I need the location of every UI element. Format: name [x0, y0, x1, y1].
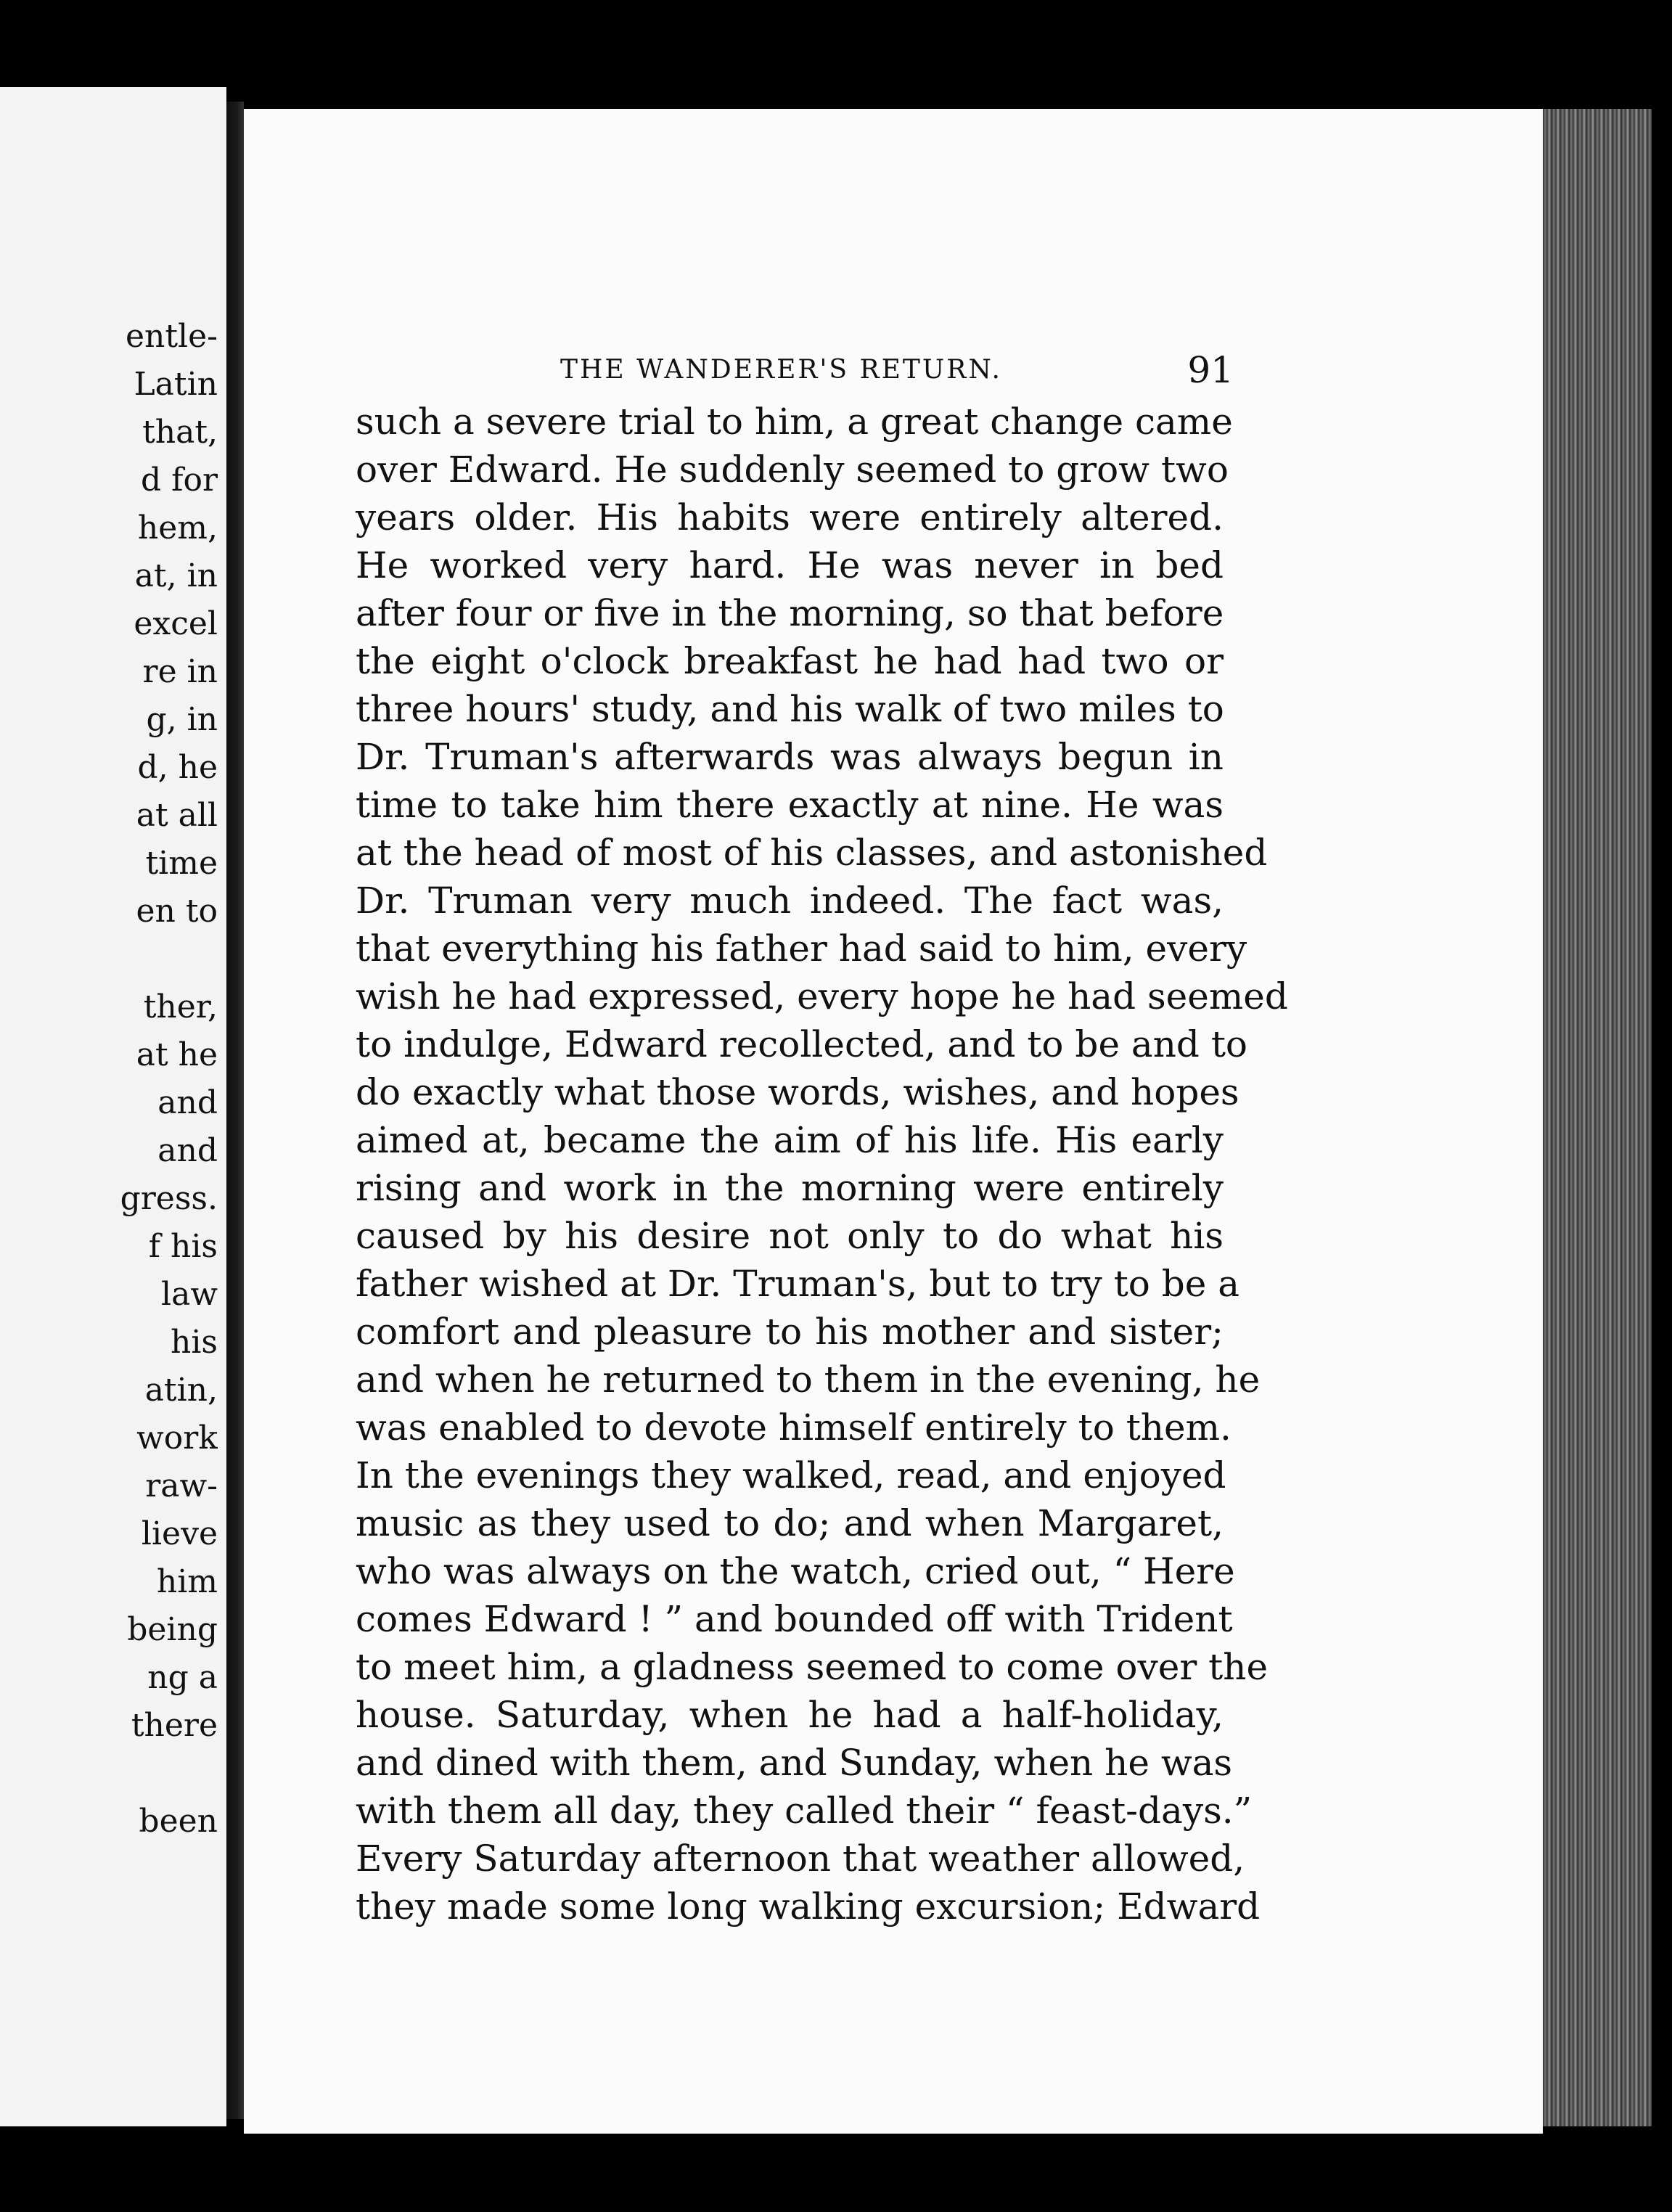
text-line: father wished at Dr. Truman's, but to try to be a: [356, 1263, 1240, 1305]
text-line: In the evenings they walked, read, and enjoyed: [356, 1454, 1226, 1496]
text-line: to meet him, a gladness seemed to come over the: [356, 1646, 1269, 1688]
left-page-fragment: atin,: [144, 1372, 218, 1409]
text-line: comfort and pleasure to his mother and sister;: [356, 1311, 1224, 1353]
left-page-fragment: time: [145, 845, 218, 882]
text-line: and dined with them, and Sunday, when he was: [356, 1742, 1233, 1784]
text-line: after four or five in the morning, so that before: [356, 592, 1224, 634]
text-line: music as they used to do; and when Margaret,: [356, 1502, 1224, 1544]
left-page-fragment: hem,: [137, 509, 218, 546]
left-page-fragment: g, in: [146, 701, 218, 738]
left-page-fragment: work: [136, 1420, 218, 1457]
left-page-fragment: him: [156, 1563, 218, 1600]
book-gutter: [226, 102, 244, 2119]
text-line: rising and work in the morning were entirely: [356, 1167, 1224, 1209]
text-line: three hours' study, and his walk of two miles to: [356, 688, 1224, 730]
text-line: was enabled to devote himself entirely to them.: [356, 1406, 1232, 1449]
left-page-fragment: at, in: [134, 557, 218, 594]
left-page: [0, 87, 226, 2126]
text-line: time to take him there exactly at nine. He was: [356, 784, 1224, 826]
text-line: years older. His habits were entirely altered.: [356, 496, 1224, 538]
text-line: Dr. Truman very much indeed. The fact was,: [356, 880, 1224, 922]
text-line: Dr. Truman's afterwards was always begun in: [356, 736, 1224, 778]
page-header: [363, 347, 1234, 393]
left-page-fragment: and: [157, 1132, 218, 1169]
left-page-fragment: excel: [134, 605, 218, 642]
left-page-fragment: been: [139, 1803, 218, 1840]
page-number: 91: [1187, 349, 1234, 391]
left-page-fragment: d for: [141, 462, 218, 499]
left-page-fragment: there: [131, 1707, 218, 1744]
left-page-fragment: f his: [148, 1228, 218, 1265]
text-line: with them all day, they called their “ feast-days.”: [356, 1790, 1253, 1832]
text-line: aimed at, became the aim of his life. His early: [356, 1119, 1224, 1161]
text-line: wish he had expressed, every hope he had seemed: [356, 975, 1288, 1017]
left-page-fragment: lieve: [141, 1515, 218, 1552]
text-line: house. Saturday, when he had a half-holiday,: [356, 1694, 1224, 1736]
text-line: comes Edward ! ” and bounded off with Trident: [356, 1598, 1233, 1640]
text-line: He worked very hard. He was never in bed: [356, 544, 1224, 586]
running-title: THE WANDERER'S RETURN.: [560, 355, 1002, 385]
left-page-fragment: entle-: [125, 318, 218, 355]
text-line: and when he returned to them in the evening, he: [356, 1359, 1261, 1401]
left-page-fragment: that,: [142, 414, 218, 451]
left-page-fragment: re in: [142, 653, 218, 690]
left-page-fragment: d, he: [137, 749, 218, 786]
text-line: the eight o'clock breakfast he had had two or: [356, 640, 1224, 682]
left-page-fragment: being: [127, 1611, 218, 1648]
left-page-fragment: gress.: [120, 1180, 218, 1217]
left-page-fragment: law: [161, 1276, 218, 1313]
text-line: to indulge, Edward recollected, and to be and to: [356, 1023, 1248, 1065]
text-line: over Edward. He suddenly seemed to grow two: [356, 448, 1229, 491]
left-page-fragment: at he: [136, 1036, 218, 1073]
left-page-fragment: and: [157, 1084, 218, 1121]
left-page-fragment: en to: [136, 893, 218, 930]
text-line: they made some long walking excursion; Edward: [356, 1885, 1261, 1928]
text-line: Every Saturday afternoon that weather allowed,: [356, 1838, 1245, 1880]
page-edges: [1543, 109, 1652, 2126]
text-line: that everything his father had said to him, every: [356, 927, 1247, 970]
left-page-fragment: ther,: [143, 988, 218, 1025]
text-line: who was always on the watch, cried out, “ Here: [356, 1550, 1235, 1592]
left-page-fragment: at all: [136, 797, 218, 834]
body-text: [356, 398, 1288, 1930]
left-page-fragment: ng a: [147, 1659, 218, 1696]
left-page-fragment: Latin: [134, 366, 218, 403]
text-line: do exactly what those words, wishes, and hopes: [356, 1071, 1239, 1113]
text-line: caused by his desire not only to do what his: [356, 1215, 1224, 1257]
text-line: at the head of most of his classes, and astonished: [356, 832, 1268, 874]
left-page-fragment: his: [171, 1324, 218, 1361]
left-page-fragment: raw-: [145, 1467, 218, 1504]
text-line: such a severe trial to him, a great change came: [356, 401, 1233, 443]
